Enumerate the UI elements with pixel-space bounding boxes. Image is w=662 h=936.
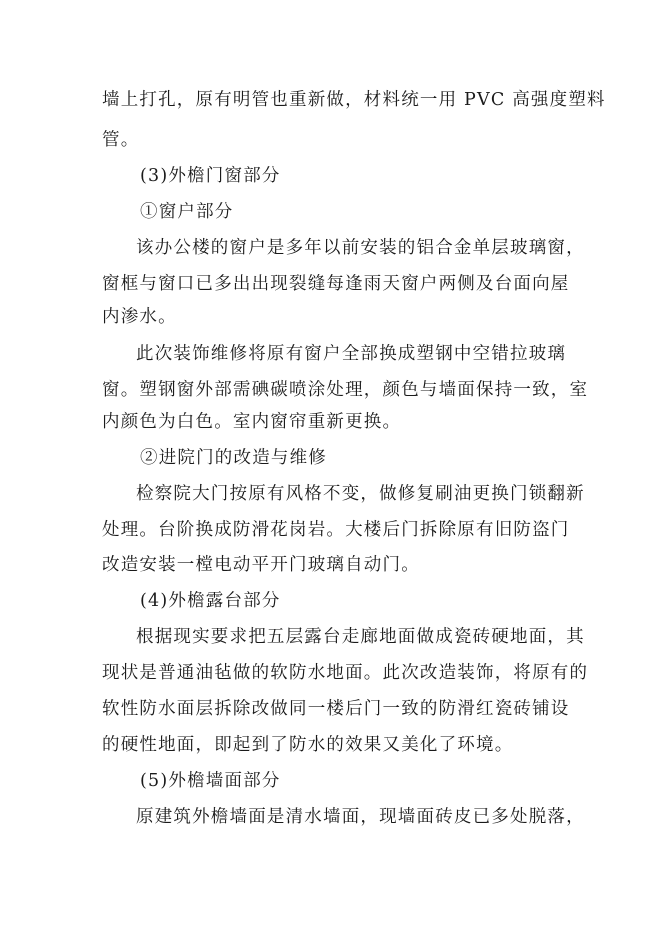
para-wall-line-1: 原建筑外檐墙面是清水墙面，现墙面砖皮已多处脱落， [136,807,585,827]
heading-exterior-doors-windows: (3)外檐门窗部分 [140,166,281,186]
para-terrace-line-4: 的硬性地面，即起到了防水的效果又美化了环境。 [102,735,514,755]
para-gate-line-2: 处理。台阶换成防滑花岗岩。大楼后门拆除原有旧防盗门 [102,520,570,540]
para-pipe-line-1: 墙上打孔，原有明管也重新做，材料统一用 PVC 高强度塑料 [102,90,606,110]
para-gate-line-1: 检察院大门按原有风格不变，做修复刷油更换门锁翻新 [136,484,585,504]
para-window-2-line-3: 内颜色为白色。室内窗帘重新更换。 [102,412,402,432]
para-window-1-line-3: 内渗水。 [102,307,177,327]
para-terrace-line-1: 根据现实要求把五层露台走廊地面做成瓷砖硬地面，其 [136,627,585,647]
para-gate-line-3: 改造安装一樘电动平开门玻璃自动门。 [102,555,420,575]
para-pipe-line-2: 管。 [102,130,140,150]
heading-exterior-terrace: (4)外檐露台部分 [140,591,281,611]
para-terrace-line-2: 现状是普通油毡做的软防水地面。此次改造装饰，将原有的 [102,663,589,683]
para-window-2-line-1: 此次装饰维修将原有窗户全部换成塑钢中空错拉玻璃 [136,344,567,364]
para-window-1-line-2: 窗框与窗口已多出出现裂缝每逢雨天窗户两侧及台面向屋 [102,274,570,294]
subheading-windows: ①窗户部分 [140,202,234,222]
para-window-2-line-2: 窗。塑钢窗外部需碘碳喷涂处理，颜色与墙面保持一致，室 [102,380,589,400]
subheading-gate: ②进院门的改造与维修 [140,448,327,468]
para-window-1-line-1: 该办公楼的窗户是多年以前安装的铝合金单层玻璃窗， [136,238,585,258]
para-terrace-line-3: 软性防水面层拆除改做同一楼后门一致的防滑红瓷砖铺设 [102,699,570,719]
heading-exterior-wall: (5)外檐墙面部分 [140,771,281,791]
